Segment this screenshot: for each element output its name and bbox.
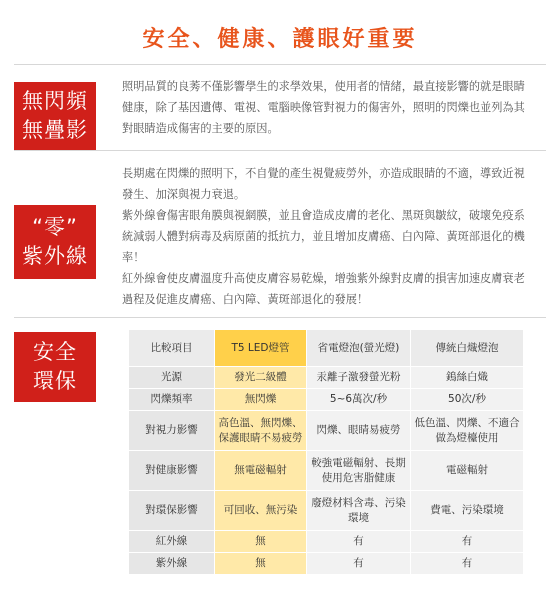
table-cell: 廢燈材料含毒、污染環境 bbox=[307, 491, 411, 531]
divider bbox=[14, 150, 546, 151]
uv-paragraph bbox=[122, 163, 532, 310]
divider bbox=[14, 64, 546, 65]
table-row bbox=[129, 553, 524, 575]
page-title: 安全、健康、護眼好重要 bbox=[142, 27, 418, 52]
row-label: 光源 bbox=[129, 367, 215, 389]
badge-line: 安全 bbox=[33, 340, 77, 364]
paragraph-text: 紫外線會傷害眼角膜與視網膜，並且會造成皮膚的老化、黑斑與皺紋，破壞免疫系統減弱人體對病毒及病原菌的抵抗力，並且增加皮膚癌、白內障、黃斑部退化的機率！ bbox=[122, 209, 525, 264]
row-label: 紫外線 bbox=[129, 553, 215, 575]
badge-line: “零” bbox=[32, 215, 78, 239]
comparison-table bbox=[129, 330, 524, 575]
paragraph-text: 照明品質的良莠不僅影響學生的求學效果，使用者的情緒，最直接影響的就是眼睛健康，除了基因遺傳、電視、電腦映像管對視力的傷害外，照明的閃爍也並列為其對眼睛造成傷害的主要的原因。 bbox=[122, 80, 525, 135]
table-cell: 有 bbox=[307, 531, 411, 553]
table-cell: 汞離子激發螢光粉 bbox=[307, 367, 411, 389]
table-cell: 無閃爍 bbox=[215, 389, 307, 411]
table-cell: 50次/秒 bbox=[411, 389, 524, 411]
table-cell: 5~6萬次/秒 bbox=[307, 389, 411, 411]
table-header-row bbox=[129, 330, 524, 367]
row-label: 對環保影響 bbox=[129, 491, 215, 531]
table-cell: 有 bbox=[411, 531, 524, 553]
row-label: 對健康影響 bbox=[129, 451, 215, 491]
table-cell: 高色溫、無閃爍、保護眼睛不易疲勞 bbox=[215, 411, 307, 451]
table-row bbox=[129, 531, 524, 553]
header-cell: 省電燈泡(螢光燈) bbox=[307, 330, 411, 367]
table-cell: 可回收、無污染 bbox=[215, 491, 307, 531]
paragraph-text: 長期處在閃爍的照明下，不自覺的產生視覺疲勞外，亦造成眼睛的不適，導致近視發生、加深與視力衰退。 bbox=[122, 167, 525, 201]
table-cell: 發光二級體 bbox=[215, 367, 307, 389]
table-cell: 無電磁輻射 bbox=[215, 451, 307, 491]
row-label: 閃爍頻率 bbox=[129, 389, 215, 411]
badge-line: 無疊影 bbox=[22, 118, 88, 142]
table-cell: 低色溫、閃爍、不適合做為燈檯使用 bbox=[411, 411, 524, 451]
row-label: 紅外線 bbox=[129, 531, 215, 553]
row-label: 對視力影響 bbox=[129, 411, 215, 451]
table-cell: 費電、污染環境 bbox=[411, 491, 524, 531]
paragraph-text: 紅外線會使皮膚溫度升高使皮膚容易乾燥，增強紫外線對皮膚的損害加速皮膚衰老過程及促進皮膚癌、白內障、黃斑部退化的發展！ bbox=[122, 272, 525, 306]
table-cell: 無 bbox=[215, 531, 307, 553]
header-cell-led: T5 LED燈管 bbox=[215, 330, 307, 367]
table-cell: 電磁輻射 bbox=[411, 451, 524, 491]
table-row bbox=[129, 451, 524, 491]
flicker-paragraph bbox=[122, 76, 532, 139]
badge-line: 無閃頻 bbox=[22, 89, 88, 113]
table-cell: 無 bbox=[215, 553, 307, 575]
table-cell: 較強電磁輻射、長期使用危害脂健康 bbox=[307, 451, 411, 491]
badge-safe-eco bbox=[14, 332, 96, 402]
table-row bbox=[129, 411, 524, 451]
table-cell: 有 bbox=[411, 553, 524, 575]
badge-line: 紫外線 bbox=[22, 244, 88, 268]
table-cell: 鎢絲白熾 bbox=[411, 367, 524, 389]
badge-zero-uv bbox=[14, 205, 96, 279]
table-row bbox=[129, 491, 524, 531]
divider bbox=[14, 317, 546, 318]
table-cell: 有 bbox=[307, 553, 411, 575]
table-cell: 閃爍、眼睛易疲勞 bbox=[307, 411, 411, 451]
table-row bbox=[129, 389, 524, 411]
badge-line: 環保 bbox=[33, 369, 77, 393]
table-row bbox=[129, 367, 524, 389]
header-cell: 傳統白熾燈泡 bbox=[411, 330, 524, 367]
header-cell: 比較項目 bbox=[129, 330, 215, 367]
badge-no-flicker bbox=[14, 82, 96, 150]
